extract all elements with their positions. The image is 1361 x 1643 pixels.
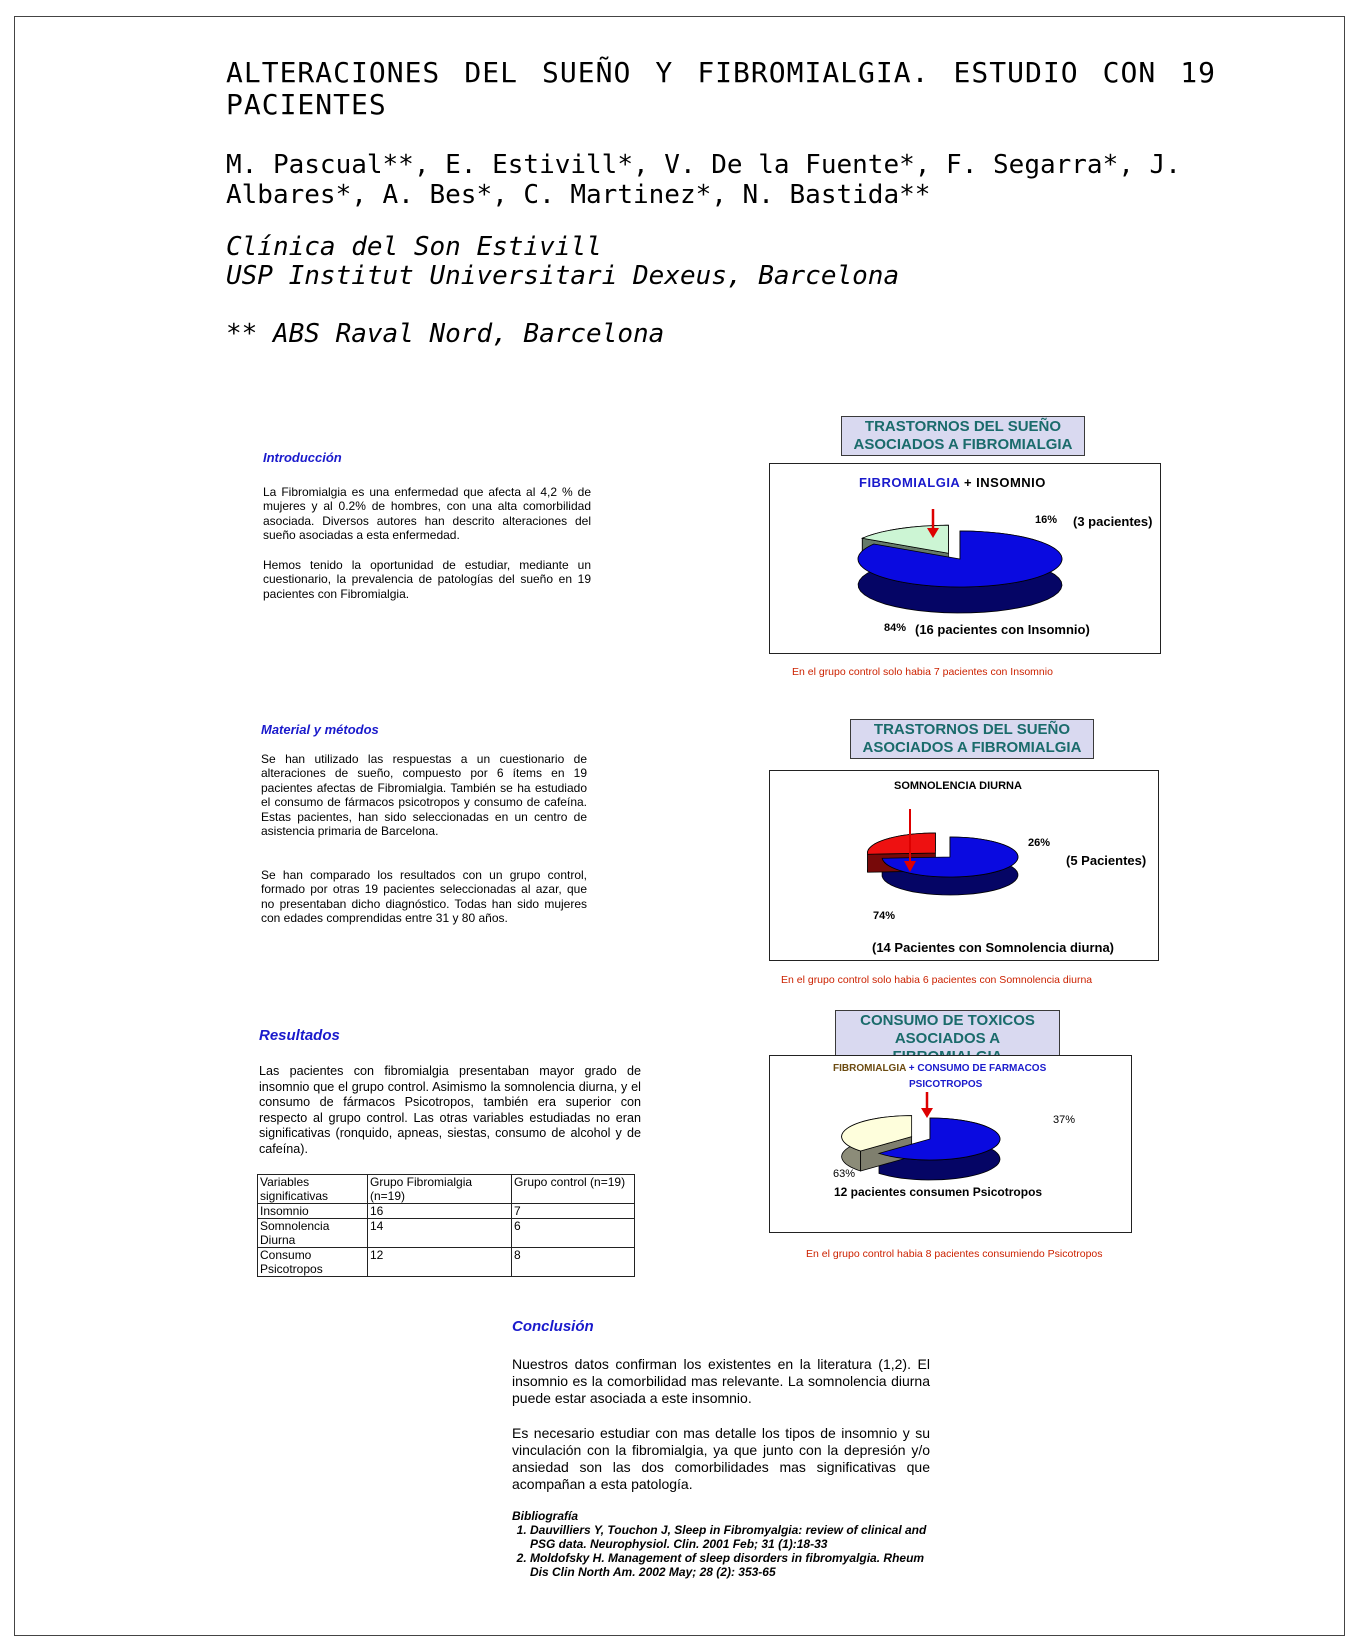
table-cell: 7 (512, 1204, 635, 1219)
chart2-slice-label: (14 Pacientes con Somnolencia diurna) (872, 940, 1115, 955)
poster-title: ALTERACIONES DEL SUEÑO Y FIBROMIALGIA. ESTUDIO CON 19 PACIENTES (226, 56, 1216, 121)
table-cell: Somnolencia Diurna (258, 1219, 368, 1248)
conclusion-heading: Conclusión (512, 1318, 594, 1335)
table-row (258, 1248, 635, 1277)
table-cell: Insomnio (258, 1204, 368, 1219)
chart1-box (769, 463, 1161, 654)
institution-3: ** ABS Raval Nord, Barcelona (226, 319, 665, 349)
chart3-pct-label: 63% (833, 1168, 856, 1180)
chart1-pct-label: 16% (1035, 514, 1058, 526)
authors: M. Pascual**, E. Estivill*, V. De la Fuente*, F. Segarra*, J. Albares*, A. Bes*, C. Martinez*, N. Bastida** (226, 150, 1181, 210)
intro-paragraph-1: La Fibromialgia es una enfermedad que afecta al 4,2 % de mujeres y al 0.2% de hombres, con una alta comorbilidad asociada. Diversos autores han descrito alteraciones del sueño asociadas a esta enfermedad. (263, 485, 591, 543)
chart2-box-title-line1: TRASTORNOS DEL SUEÑO (873, 721, 1071, 738)
chart2-pct-label: 26% (1028, 837, 1051, 849)
table-header-cell: Variables significativas (258, 1175, 368, 1204)
chart1-svg (770, 464, 1160, 653)
bibliography-heading: Bibliografía (512, 1509, 579, 1523)
chart3-title-line2: PSICOTROPOS (909, 1079, 983, 1090)
institution-1: Clínica del Son Estivill (226, 232, 602, 262)
chart2-box-title-line2: ASOCIADOS A FIBROMIALGIA (862, 739, 1082, 756)
variables-table (257, 1174, 635, 1277)
chart1-note: En el grupo control solo habia 7 pacientes con Insomnio (792, 666, 1053, 678)
table-cell: 16 (368, 1204, 512, 1219)
table-cell: 6 (512, 1219, 635, 1248)
chart3-note: En el grupo control habia 8 pacientes consumiendo Psicotropos (806, 1248, 1103, 1260)
chart2-slice-label: (5 Pacientes) (1066, 853, 1147, 868)
bibliography-item: 1. Dauvilliers Y, Touchon J, Sleep in Fibromyalgia: review of clinical and PSG data. Neurophysiol. Clin. 2001 Feb; 31 (1):18-33 (530, 1523, 932, 1551)
chart3-pct-label: 37% (1053, 1114, 1076, 1126)
chart1-box-title (841, 416, 1085, 456)
table-row (258, 1219, 635, 1248)
methods-paragraph-2: Se han comparado los resultados con un grupo control, formado por otras 19 pacientes seleccionadas al azar, que no presentaban dicho diagnóstico. Todas han sido mujeres con edades comprendidas entre 31 y 80 años. (261, 868, 587, 926)
table-cell: Consumo Psicotropos (258, 1248, 368, 1277)
results-heading: Resultados (259, 1027, 340, 1044)
institution-2: USP Institut Universitari Dexeus, Barcelona (226, 261, 900, 291)
chart3-box-title-line2: ASOCIADOS A (894, 1030, 1001, 1047)
methods-paragraph-1: Se han utilizado las respuestas a un cuestionario de alteraciones de sueño, compuesto por 6 ítems en 19 pacientes afectas de Fibromialgia. También se ha estudiado el consumo de fármacos psicotropos y consumo de cafeína. Estas pacientes, han sido seleccionadas en un centro de asistencia primaria de Barcelona. (261, 752, 587, 839)
conclusion-paragraph-1: Nuestros datos confirman los existentes en la literatura (1,2). El insomnio es la comorbilidad mas relevante. La somnolencia diurna puede estar asociada a este insomnio. (512, 1356, 930, 1406)
conclusion-paragraph-2: Es necesario estudiar con mas detalle los tipos de insomnio y su vinculación con la fibromialgia, ya que junto con la depresión y/o ansiedad son las dos comorbilidades mas significativas que acompañan a esta patología. (512, 1425, 930, 1492)
chart1-pct-label: 84% (884, 622, 907, 634)
chart3-box-title-line1: CONSUMO DE TOXICOS (860, 1012, 1035, 1029)
chart1-slice-label: (16 pacientes con Insomnio) (915, 622, 1090, 637)
chart2-svg (770, 771, 1158, 960)
chart3-slice-label: 12 pacientes consumen Psicotropos (834, 1185, 1043, 1199)
chart3-arrowhead-icon (921, 1108, 933, 1118)
methods-heading: Material y métodos (261, 722, 379, 737)
intro-heading: Introducción (263, 450, 342, 465)
table-header-cell: Grupo control (n=19) (512, 1175, 635, 1204)
table-cell: 8 (512, 1248, 635, 1277)
chart1-slice-label: (3 pacientes) (1073, 514, 1153, 529)
chart3-title: FIBROMIALGIA + CONSUMO DE FARMACOS (833, 1063, 1047, 1074)
bibliography-item: 2. Moldofsky H. Management of sleep disorders in fibromyalgia. Rheum Dis Clin North Am. 2002 May; 28 (2): 353-65 (530, 1551, 932, 1579)
chart1-pie (858, 525, 1062, 613)
chart1-title: FIBROMIALGIA + INSOMNIO (859, 475, 1046, 490)
chart3-svg (770, 1056, 1131, 1232)
results-paragraph: Las pacientes con fibromialgia presentaban mayor grado de insomnio que el grupo control. Asimismo la somnolencia diurna, y el consumo de fármacos Psicotropos, también era superior con respecto al grupo control. Las otras variables estudiadas no eran significativas (ronquido, apneas, siestas, consumo de alcohol y de cafeína). (259, 1064, 641, 1156)
chart2-title: SOMNOLENCIA DIURNA (894, 780, 1022, 792)
pie-slice (867, 833, 935, 854)
chart1-box-title-line1: TRASTORNOS DEL SUEÑO (864, 418, 1062, 435)
table-header-cell: Grupo Fibromialgia (n=19) (368, 1175, 512, 1204)
chart2-pie (867, 833, 1018, 895)
table-header-row (258, 1175, 635, 1204)
intro-paragraph-2: Hemos tenido la oportunidad de estudiar, mediante un cuestionario, la prevalencia de patologías del sueño en 19 pacientes con Fibromialgia. (263, 558, 591, 601)
chart2-note: En el grupo control solo habia 6 pacientes con Somnolencia diurna (781, 974, 1093, 986)
table-cell: 14 (368, 1219, 512, 1248)
table-row (258, 1204, 635, 1219)
chart1-box-title-line2: ASOCIADOS A FIBROMIALGIA (853, 436, 1073, 453)
chart3-pie (842, 1116, 1000, 1180)
chart2-pct-label: 74% (873, 910, 896, 922)
chart2-box (769, 770, 1159, 961)
table-cell: 12 (368, 1248, 512, 1277)
bibliography (512, 1509, 932, 1579)
chart3-box (769, 1055, 1132, 1233)
chart2-box-title (850, 719, 1094, 759)
